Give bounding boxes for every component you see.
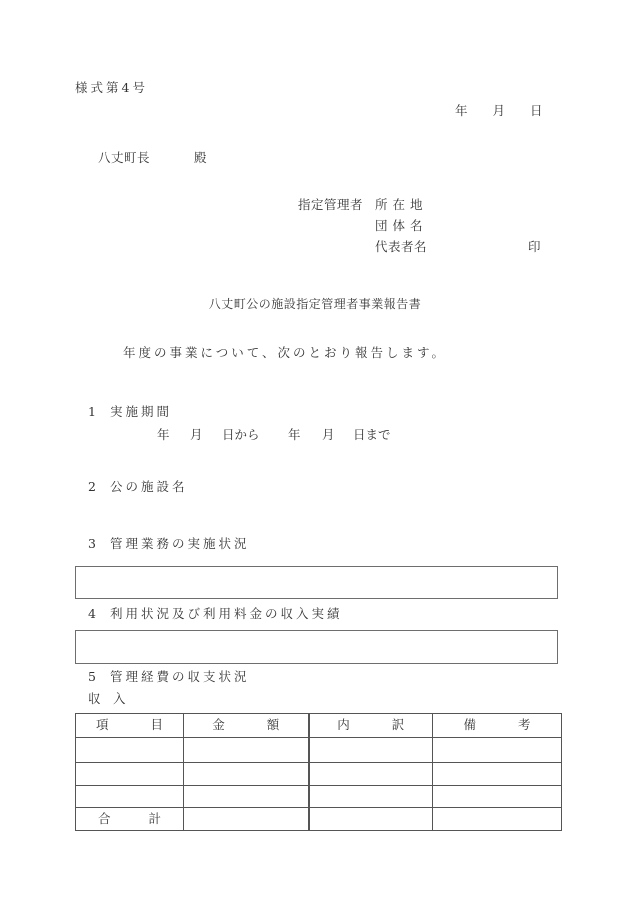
income-table-row (76, 786, 562, 808)
section-2-number: 2 (88, 479, 96, 494)
section-2-label: 公の施設名 (109, 479, 188, 494)
section-5-heading (88, 671, 249, 684)
section-1-heading (88, 406, 172, 419)
section-5-number: 5 (88, 669, 96, 684)
addressee-row (98, 152, 207, 165)
section-2-heading (88, 481, 187, 494)
header-cell-breakdown (309, 714, 433, 738)
income-table (75, 713, 562, 831)
table-cell-empty (76, 763, 184, 786)
applicant-representative-label: 代表者名 (375, 239, 428, 254)
section-3-number: 3 (88, 536, 96, 551)
table-cell-empty (184, 786, 309, 808)
period-month-from-label: 月 (190, 427, 203, 442)
seal-mark: 印 (528, 239, 541, 254)
total-label-char-2: 計 (148, 810, 162, 826)
header-remarks-char-1: 備 (463, 717, 476, 733)
period-year-to-label: 年 (288, 427, 301, 442)
document-title: 八丈町公の施設指定管理者事業報告書 (208, 297, 422, 311)
intro-sentence: 年度の事業について、次のとおり報告します。 (123, 345, 448, 360)
table-cell-empty (433, 738, 562, 763)
header-item-char-2: 目 (150, 717, 164, 733)
section-1-label: 実施期間 (109, 404, 172, 419)
section-4-heading (88, 608, 342, 621)
period-month-to-label: 月 (322, 427, 335, 442)
table-cell-empty (309, 738, 433, 763)
table-cell-empty (184, 808, 309, 831)
table-cell-empty (76, 738, 184, 763)
section-5-label: 管理経費の収支状況 (109, 669, 250, 684)
table-cell-empty (433, 763, 562, 786)
section-1-number: 1 (88, 404, 96, 419)
header-amount-char-1: 金 (212, 717, 225, 733)
header-remarks-char-2: 考 (518, 717, 531, 733)
table-cell-empty (309, 763, 433, 786)
table-cell-empty (433, 786, 562, 808)
section-3-heading (88, 538, 249, 551)
table-cell-empty (184, 738, 309, 763)
income-subheading: 収 入 (88, 691, 126, 706)
table-cell-empty (184, 763, 309, 786)
period-day-to-label: 日まで (353, 427, 391, 442)
date-line: 年 月 日 (455, 103, 543, 118)
header-amount-char-2: 額 (266, 717, 280, 733)
applicant-role-label: 指定管理者 (298, 197, 364, 212)
income-table-total-row (76, 808, 562, 831)
addressee-honorific: 殿 (194, 150, 208, 165)
table-cell-empty (309, 808, 433, 831)
table-cell-empty (433, 808, 562, 831)
applicant-organization-label: 団 体 名 (375, 218, 423, 233)
section-3-label: 管理業務の実施状況 (109, 536, 250, 551)
income-table-row (76, 763, 562, 786)
section-4-entry-box (75, 630, 558, 664)
applicant-address-label: 所 在 地 (375, 197, 423, 212)
header-item-char-1: 項 (95, 717, 109, 733)
income-table-header-row (76, 714, 562, 738)
section-4-number: 4 (88, 606, 96, 621)
section-3-entry-box (75, 566, 558, 599)
table-cell-empty (76, 786, 184, 808)
table-cell-empty (309, 786, 433, 808)
income-table-row (76, 738, 562, 763)
addressee-title: 八丈町長 (98, 150, 151, 165)
section-4-label: 利用状況及び利用料金の収入実績 (109, 606, 343, 621)
total-label-cell (76, 808, 184, 831)
header-cell-item (76, 714, 184, 738)
header-breakdown-char-1: 内 (337, 717, 350, 733)
period-day-from-label: 日から (222, 427, 260, 442)
header-breakdown-char-2: 訳 (391, 717, 405, 733)
header-cell-amount (184, 714, 309, 738)
total-label-char-1: 合 (97, 810, 111, 826)
period-year-from-label: 年 (157, 427, 170, 442)
form-number: 様式第4号 (75, 80, 148, 95)
header-cell-remarks (433, 714, 562, 738)
